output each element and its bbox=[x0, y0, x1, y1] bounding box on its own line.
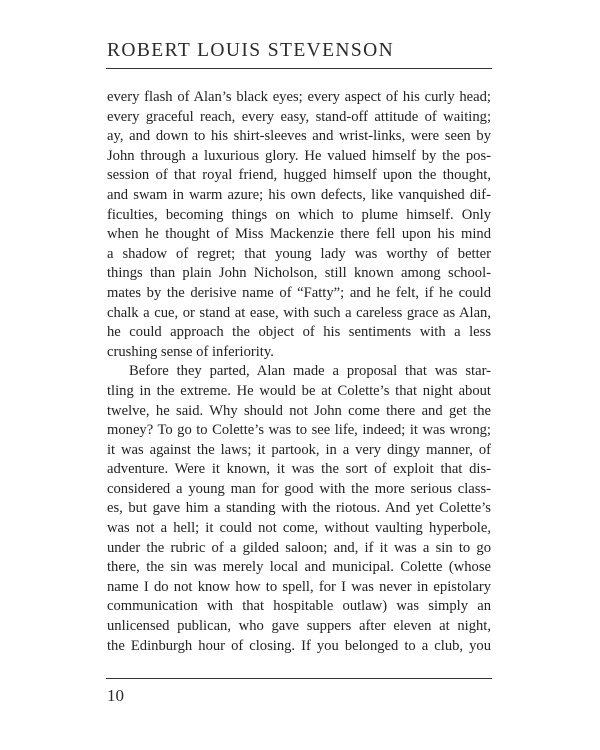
text-line: ficulties, becoming things on which to plume himself. Only bbox=[107, 206, 491, 223]
text-line: and swam in warm azure; his own defects, like vanquished dif- bbox=[107, 186, 491, 203]
text-line: ay, and down to his shirt-sleeves and wrist-links, were seen by bbox=[107, 128, 491, 145]
text-line: money? To go to Colette’s was to see life, indeed; it was wrong; bbox=[107, 422, 491, 439]
text-line: it was against the laws; it partook, in a very dingy manner, of bbox=[107, 441, 491, 458]
running-head: ROBERT LOUIS STEVENSON bbox=[107, 40, 395, 61]
text-line: considered a young man for good with the more serious class- bbox=[107, 480, 491, 497]
page-body bbox=[107, 88, 491, 656]
text-line: when he thought of Miss Mackenzie there fell upon his mind bbox=[107, 226, 491, 243]
text-line: a shadow of regret; that young lady was worthy of better bbox=[107, 245, 491, 262]
text-line: things than plain John Nicholson, still known among school- bbox=[107, 265, 491, 282]
text-line: unlicensed publican, who gave suppers after eleven at night, bbox=[107, 618, 491, 635]
text-line: the Edinburgh hour of closing. If you belonged to a club, you bbox=[107, 637, 491, 654]
page-number: 10 bbox=[107, 686, 124, 705]
text-line: there, the sin was merely local and municipal. Colette (whose bbox=[107, 559, 491, 576]
header-rule bbox=[106, 68, 492, 69]
text-line: under the rubric of a gilded saloon; and, if it was a sin to go bbox=[107, 539, 491, 556]
text-line: mates by the derisive name of “Fatty”; and he felt, if he could bbox=[107, 284, 491, 301]
text-line: name I do not know how to spell, for I was never in epistolary bbox=[107, 578, 491, 595]
text-line: tling in the extreme. He would be at Colette’s that night about bbox=[107, 382, 491, 399]
text-line: chalk a cue, or stand at ease, with such a careless grace as Alan, bbox=[107, 304, 491, 321]
text-line: every flash of Alan’s black eyes; every aspect of his curly head; bbox=[107, 89, 491, 105]
paragraph bbox=[107, 362, 491, 656]
footer-rule bbox=[106, 678, 492, 679]
text-line: communication with that hospitable outlaw) was simply an bbox=[107, 598, 491, 615]
text-line: he could approach the object of his sentiments with a less bbox=[107, 324, 491, 341]
text-line: Before they parted, Alan made a proposal that was star- bbox=[129, 363, 491, 380]
text-line: John through a luxurious glory. He valued himself by the pos- bbox=[107, 147, 491, 164]
text-line: every graceful reach, every easy, stand-off attitude of waiting; bbox=[107, 108, 491, 125]
text-line: was not a hell; it could not come, without vaulting hyperbole, bbox=[107, 520, 491, 537]
text-line: es, but gave him a standing with the riotous. And yet Colette’s bbox=[107, 500, 491, 517]
paragraph bbox=[107, 88, 491, 362]
text-line: twelve, he said. Why should not John come there and get the bbox=[107, 402, 491, 419]
text-line: session of that royal friend, hugged himself upon the thought, bbox=[107, 167, 491, 184]
text-line: adventure. Were it known, it was the sort of exploit that dis- bbox=[107, 461, 491, 478]
text-line: crushing sense of inferiority. bbox=[107, 343, 274, 360]
